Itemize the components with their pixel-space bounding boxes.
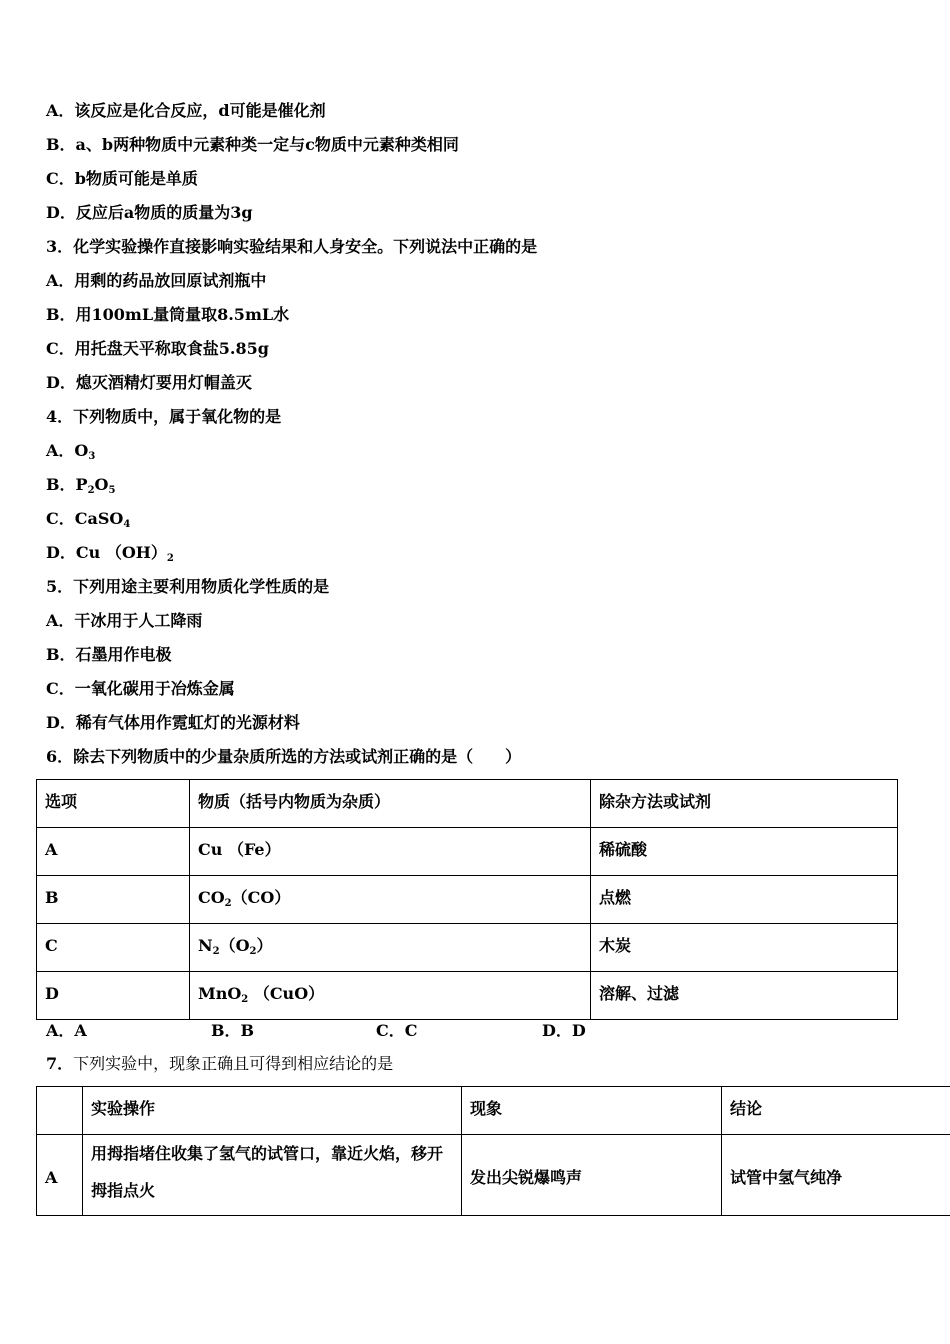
q3-option-c: C．用托盘天平称取食盐5.85g <box>46 339 269 358</box>
header-cell-operation: 实验操作 <box>83 1087 462 1135</box>
table-row <box>37 972 898 1020</box>
q5-option-a: A．干冰用于人工降雨 <box>46 611 203 630</box>
formula-subscript: 2 <box>224 898 232 909</box>
q6-stem: 6．除去下列物质中的少量杂质所选的方法或试剂正确的是（ ） <box>46 747 522 766</box>
cell-operation: 用拇指堵住收集了氢气的试管口，靠近火焰，移开拇指点火 <box>83 1135 462 1216</box>
impurity-subscript: 2 <box>249 946 257 957</box>
formula-subscript: 2 <box>212 946 220 957</box>
formula-text: MnO <box>198 984 242 1003</box>
q4-option-d <box>46 541 174 565</box>
header-cell-substance: 物质（括号内物质为杂质） <box>190 780 591 828</box>
q5-option-c: C．一氧化碳用于冶炼金属 <box>46 679 235 698</box>
q4-option-b-subscript-2: 5 <box>108 485 116 496</box>
table-row <box>37 828 898 876</box>
q5-option-b: B．石墨用作电极 <box>46 645 172 664</box>
cell-option: B <box>37 876 190 924</box>
q4-option-b-subscript: 2 <box>87 485 95 496</box>
table-header-row <box>37 1087 950 1135</box>
q2-option-c: C．b物质可能是单质 <box>46 169 198 188</box>
header-cell-method: 除杂方法或试剂 <box>591 780 898 828</box>
q7-stem-text: 下列实验中，现象正确且可得到相应结论的是 <box>73 1054 394 1073</box>
q2-option-b: B．a、b两种物质中元素种类一定与c物质中元素种类相同 <box>46 135 459 154</box>
cell-conclusion: 试管中氢气纯净 <box>722 1135 950 1216</box>
impurity-close: ） <box>256 936 273 955</box>
q3-stem: 3．化学实验操作直接影响实验结果和人身安全。下列说法中正确的是 <box>46 237 538 256</box>
cell-method: 木炭 <box>591 924 898 972</box>
q4-option-a-subscript: 3 <box>88 451 96 462</box>
q5-option-d: D．稀有气体用作霓虹灯的光源材料 <box>46 713 300 732</box>
q4-option-b-text-2: O <box>94 475 109 494</box>
impurity-text: （CO） <box>231 888 291 907</box>
cell-method: 点燃 <box>591 876 898 924</box>
q5-stem: 5．下列用途主要利用物质化学性质的是 <box>46 577 330 596</box>
header-cell-option: 选项 <box>37 780 190 828</box>
q3-option-d: D．熄灭酒精灯要用灯帽盖灭 <box>46 373 252 392</box>
q6-choice-d: D．D <box>542 1021 586 1040</box>
cell-substance <box>190 924 591 972</box>
q6-choices <box>46 1019 646 1043</box>
q3-option-a: A．用剩的药品放回原试剂瓶中 <box>46 271 267 290</box>
formula-subscript: 2 <box>241 994 249 1005</box>
q4-option-a-text: A．O <box>46 441 89 460</box>
q7-stem <box>46 1052 393 1076</box>
q4-stem: 4．下列物质中，属于氧化物的是 <box>46 407 282 426</box>
q4-option-c-text: C．CaSO <box>46 509 124 528</box>
table-row <box>37 876 898 924</box>
q6-choice-b: B．B <box>211 1021 255 1040</box>
impurity-text: （CuO） <box>248 984 325 1003</box>
cell-method: 稀硫酸 <box>591 828 898 876</box>
cell-method: 溶解、过滤 <box>591 972 898 1020</box>
cell-phenomenon: 发出尖锐爆鸣声 <box>462 1135 722 1216</box>
q4-option-a <box>46 439 95 463</box>
q6-table <box>36 779 898 1020</box>
cell-option: A <box>37 1135 83 1216</box>
q4-option-c <box>46 507 130 531</box>
q7-stem-number: 7． <box>46 1054 74 1073</box>
q7-table <box>36 1086 950 1216</box>
formula-text: N <box>198 936 213 955</box>
cell-substance <box>190 876 591 924</box>
cell-option: C <box>37 924 190 972</box>
table-row <box>37 1135 950 1216</box>
q6-choice-a: A．A <box>46 1021 87 1040</box>
impurity-text: （O <box>219 936 250 955</box>
q2-option-d: D．反应后a物质的质量为3g <box>46 203 253 222</box>
header-cell-phenomenon: 现象 <box>462 1087 722 1135</box>
cell-substance: Cu （Fe） <box>190 828 591 876</box>
cell-option: D <box>37 972 190 1020</box>
q3-option-b: B．用100mL量筒量取8.5mL水 <box>46 305 290 324</box>
table-row <box>37 924 898 972</box>
q6-choice-c: C．C <box>376 1021 418 1040</box>
header-cell-blank <box>37 1087 83 1135</box>
cell-option: A <box>37 828 190 876</box>
formula-text: CO <box>198 888 225 907</box>
cell-substance <box>190 972 591 1020</box>
q2-option-a: A．该反应是化合反应，d可能是催化剂 <box>46 101 326 120</box>
header-cell-conclusion: 结论 <box>722 1087 950 1135</box>
q4-option-c-subscript: 4 <box>123 519 131 530</box>
q4-option-d-subscript: 2 <box>166 553 174 564</box>
q4-option-b-text: B．P <box>46 475 88 494</box>
table-header-row <box>37 780 898 828</box>
q4-option-d-text: D．Cu （OH） <box>46 543 167 562</box>
q4-option-b <box>46 473 115 497</box>
